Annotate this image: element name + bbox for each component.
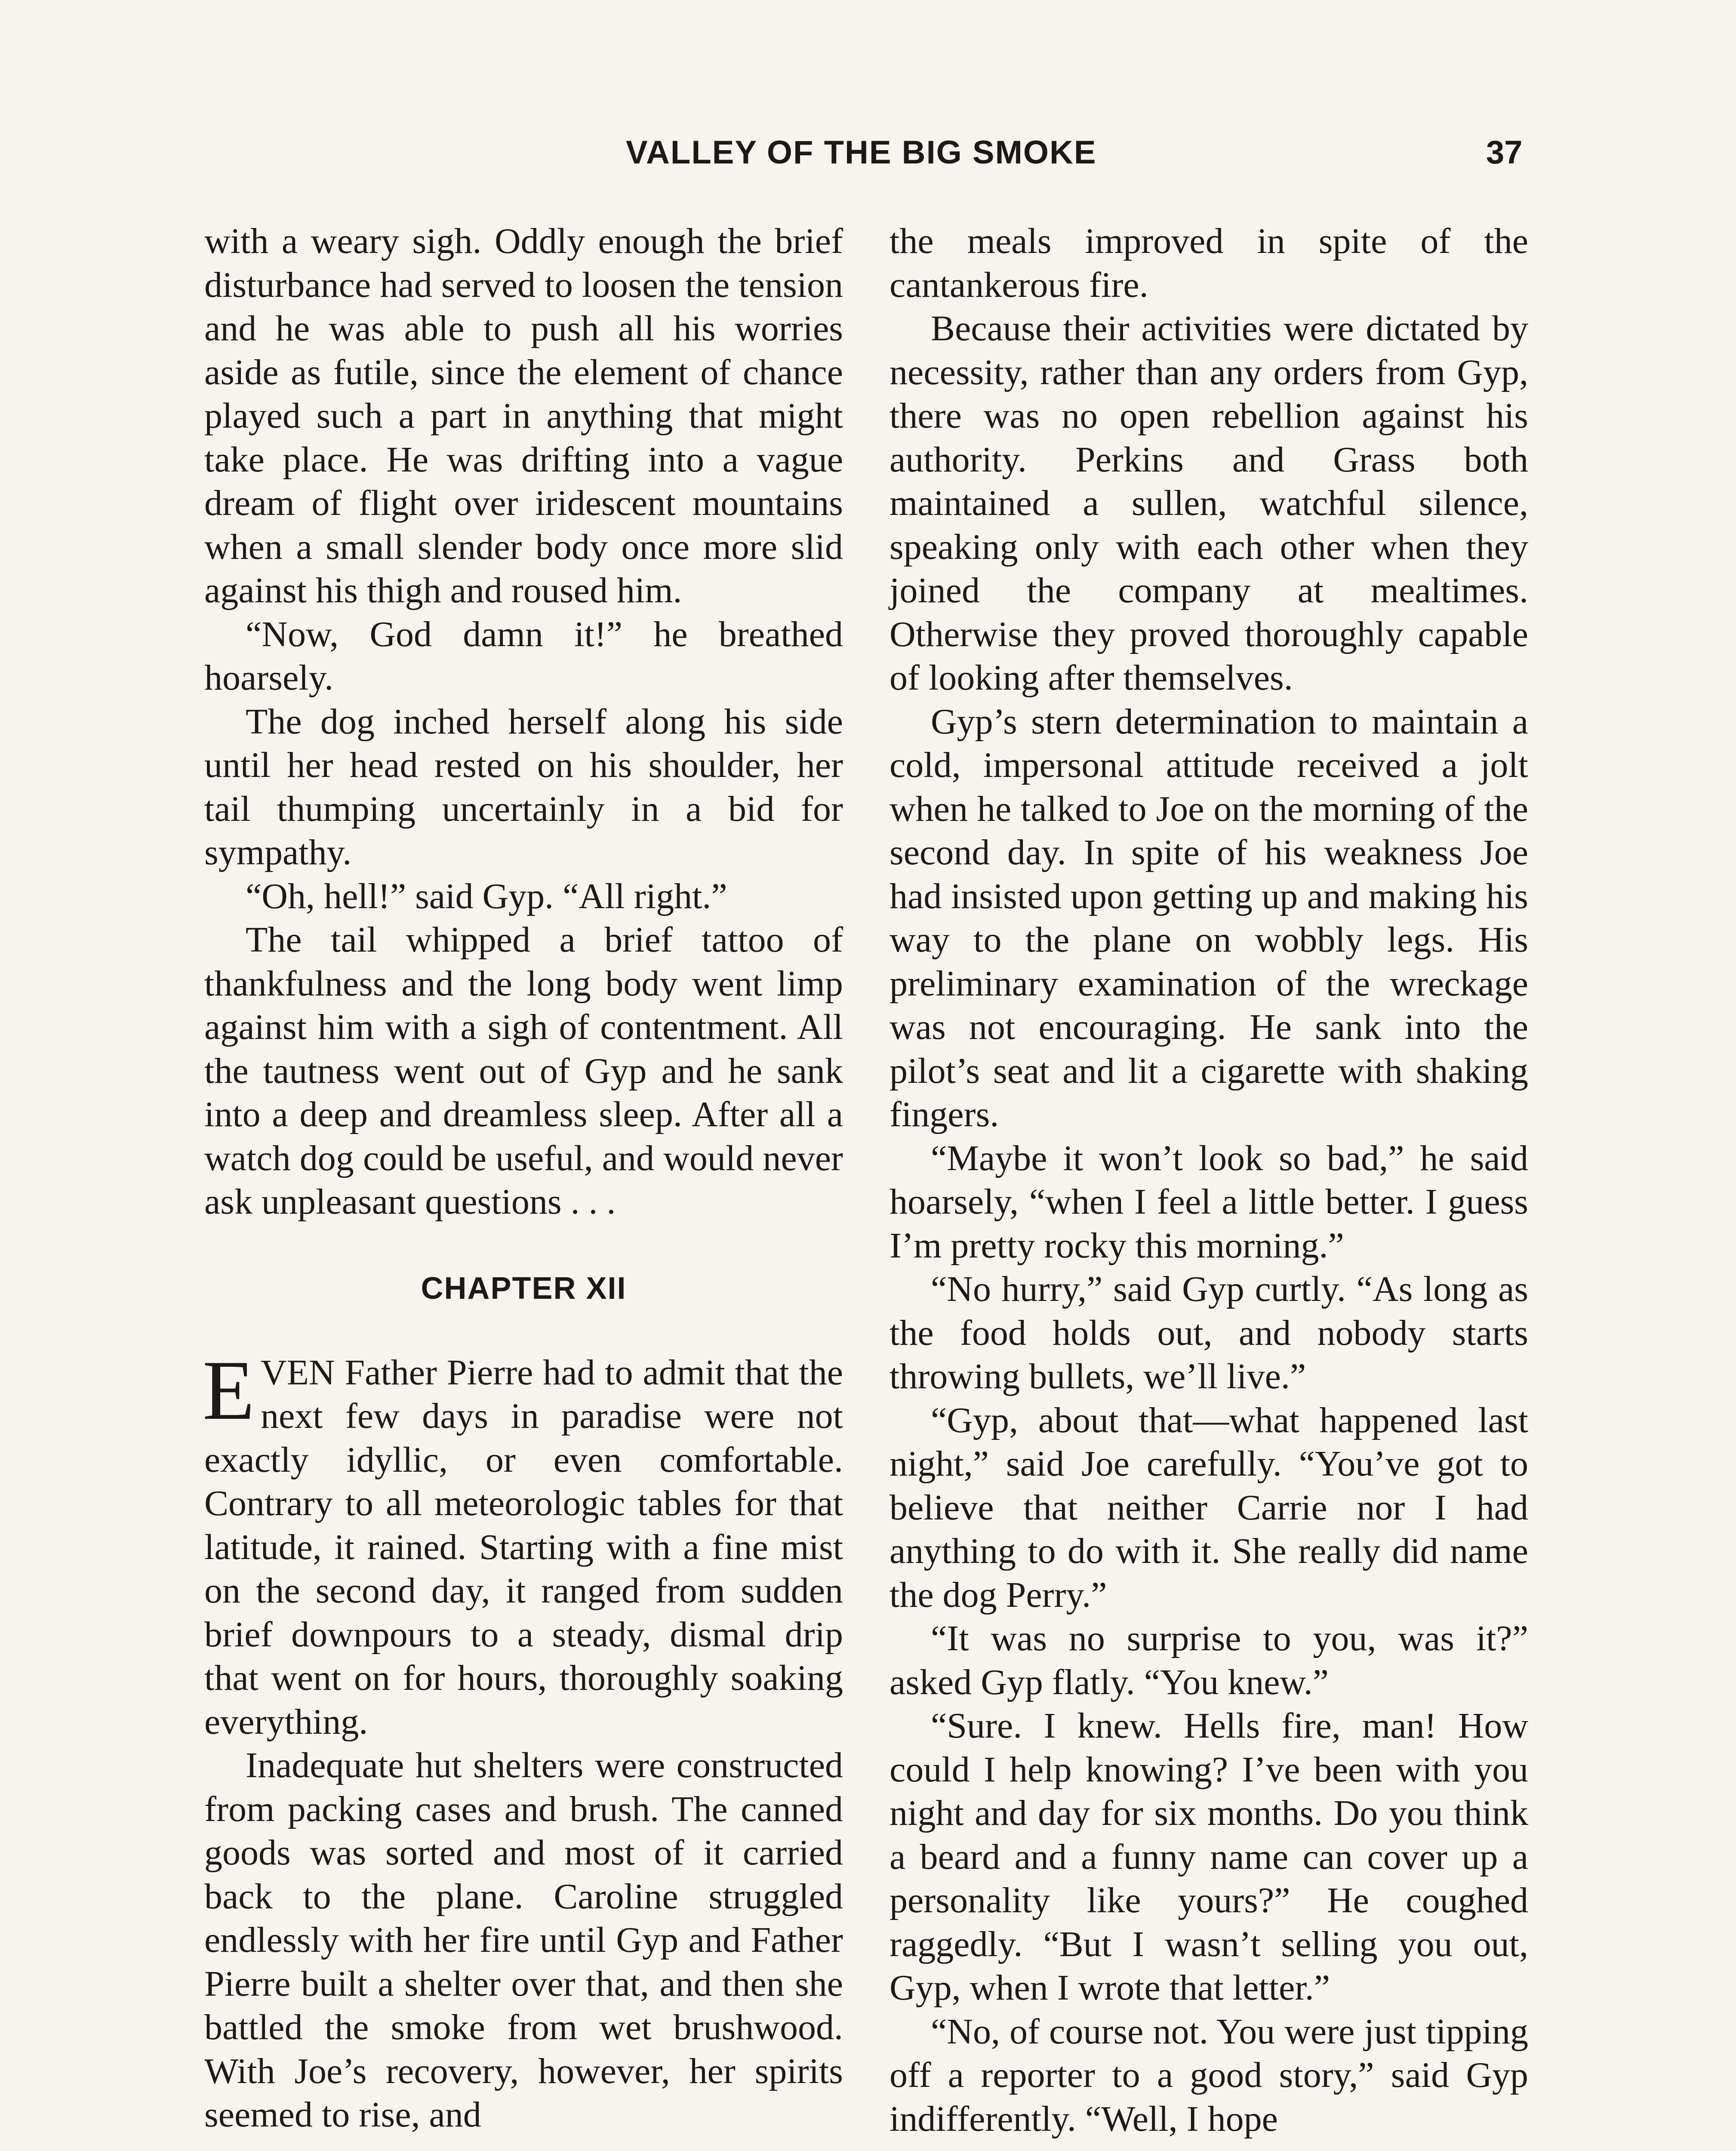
drop-cap: E	[203, 1343, 255, 1437]
chapter-opening-paragraph	[203, 1343, 843, 1744]
paragraph: “Oh, hell!” said Gyp. “All right.”	[246, 876, 727, 916]
paragraph: with a weary sigh. Oddly enough the brief disturbance had served to loosen the tension and he was able to push all his worries aside as futile, since the element of chance played such a part in anything that might take place. He was drifting into a vague dream of flight over iridescent mountains when a small slender body once more slid against his thigh and roused him.	[204, 221, 843, 610]
paragraph: “Maybe it won’t look so bad,” he said hoarsely, “when I feel a little better. I guess I’m pretty rocky this morning.”	[890, 1138, 1528, 1266]
paragraph: “No hurry,” said Gyp curtly. “As long as the food holds out, and nobody starts throwing bullets, we’ll live.”	[890, 1269, 1528, 1396]
paragraph: The dog inched herself along his side until her head rested on his shoulder, her tail thumping uncertainly in a bid for sympathy.	[204, 701, 843, 872]
paragraph-text: VEN Father Pierre had to admit that the next few days in paradise were not exactly idyllic, or even comfortable. Contrary to all meteorologic tables for that latitude, it rained. Starting with a fine mist on the second day, it ranged from sudden brief downpours to a steady, dismal drip that went on for hours, thoroughly soaking everything.	[204, 1352, 843, 1742]
paragraph: “Now, God damn it!” he breathed hoarsely.	[204, 614, 843, 698]
paragraph: Because their activities were dictated by necessity, rather than any orders from Gyp, there was no open rebellion against his authority. Perkins and Grass both maintained a sullen, watchful silence, speaking only with each other when they joined the company at mealtimes. Otherwise they proved thoroughly capable of looking after themselves.	[890, 308, 1528, 698]
paragraph: “Gyp, about that—what happened last night,” said Joe carefully. “You’ve got to believe that neither Carrie nor I had anything to do with it. She really did name the dog Perry.”	[890, 1400, 1528, 1615]
paragraph: “No, of course not. You were just tipping off a reporter to a good story,” said Gyp indifferently. “Well, I hope	[890, 2011, 1528, 2139]
running-title: VALLEY OF THE BIG SMOKE	[626, 134, 1097, 171]
paragraph: the meals improved in spite of the cantankerous fire.	[890, 221, 1528, 305]
paragraph: Inadequate hut shelters were constructed from packing cases and brush. The canned goods was sorted and most of it carried back to the plane. Caroline struggled endlessly with her fire until Gyp and Father Pierre built a shelter over that, and then she battled the smoke from wet brushwood. With Joe’s recovery, however, her spirits seemed to rise, and	[204, 1745, 843, 2135]
paragraph: Gyp’s stern determination to maintain a cold, impersonal attitude received a jolt when he talked to Joe on the morning of the second day. In spite of his weakness Joe had insisted upon getting up and making his way to the plane on wobbly legs. His preliminary examination of the wreckage was not encouraging. He sank into the pilot’s seat and lit a cigarette with shaking fingers.	[890, 701, 1528, 1134]
left-column	[204, 219, 843, 2137]
chapter-heading: CHAPTER XII	[421, 1271, 627, 1306]
right-column	[890, 219, 1528, 2141]
paragraph: “Sure. I knew. Hells fire, man! How could I help knowing? I’ve been with you night and day for six months. Do you think a beard and a funny name can cover up a personality like yours?” He coughed raggedly. “But I wasn’t selling you out, Gyp, when I wrote that letter.”	[890, 1706, 1528, 2008]
paragraph: The tail whipped a brief tattoo of thankfulness and the long body went limp against him with a sigh of contentment. All the tautness went out of Gyp and he sank into a deep and dreamless sleep. After all a watch dog could be useful, and would never ask unpleasant questions . . .	[204, 920, 843, 1222]
page-number: 37	[1486, 134, 1523, 171]
paragraph: “It was no surprise to you, was it?” asked Gyp flatly. “You knew.”	[890, 1618, 1528, 1702]
page-header	[0, 129, 1736, 189]
